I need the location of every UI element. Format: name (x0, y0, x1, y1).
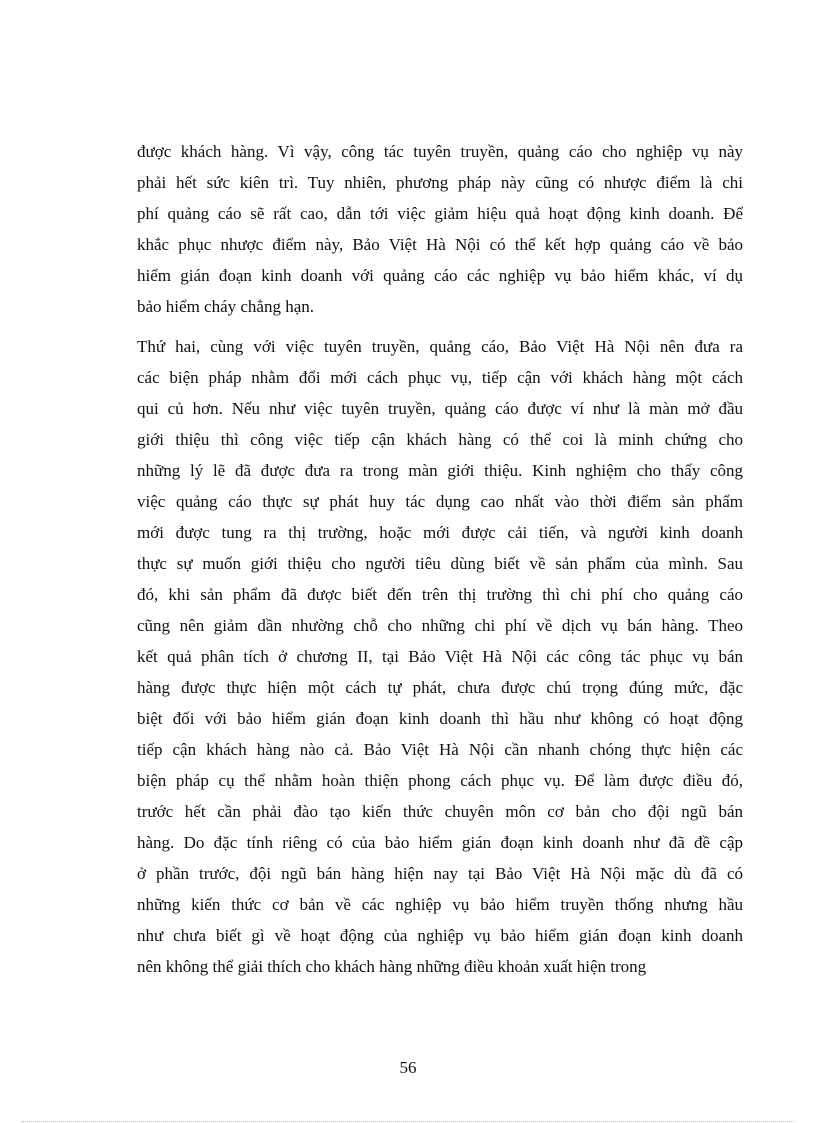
text-line: tiếp cận khách hàng nào cả. Bảo Việt Hà Nội cần nhanh chóng thực hiện các (137, 740, 743, 759)
page-number: 56 (399, 1058, 417, 1077)
text-line: phí quảng cáo sẽ rất cao, dẫn tới việc giảm hiệu quả hoạt động kinh doanh. Để (137, 204, 743, 223)
text-line: biện pháp cụ thể nhằm hoàn thiện phong cách phục vụ. Để làm được điều đó, (137, 771, 743, 790)
text-line: giới thiệu thì công việc tiếp cận khách hàng có thể coi là minh chứng cho (137, 430, 743, 449)
text-line: đó, khi sản phẩm đã được biết đến trên thị trường thì chi phí cho quảng cáo (137, 585, 743, 604)
text-line: hiểm gián đoạn kinh doanh với quảng cáo các nghiệp vụ bảo hiểm khác, ví dụ (137, 266, 743, 285)
text-line: qui củ hơn. Nếu như việc tuyên truyền, quảng cáo được ví như là màn mở đầu (137, 399, 743, 418)
text-line: Thứ hai, cùng với việc tuyên truyền, quảng cáo, Bảo Việt Hà Nội nên đưa ra (137, 337, 743, 356)
text-line: ở phần trước, đội ngũ bán hàng hiện nay tại Bảo Việt Hà Nội mặc dù đã có (137, 864, 743, 883)
text-line: hàng được thực hiện một cách tự phát, chưa được chú trọng đúng mức, đặc (137, 678, 743, 697)
text-line: phải hết sức kiên trì. Tuy nhiên, phương pháp này cũng có nhược điểm là chi (137, 173, 743, 192)
page-bottom-divider (22, 1121, 794, 1122)
text-line: các biện pháp nhằm đổi mới cách phục vụ, tiếp cận với khách hàng một cách (137, 368, 743, 387)
paragraph-2 (137, 331, 743, 982)
text-line: kết quả phân tích ở chương II, tại Bảo Việt Hà Nội các công tác phục vụ bán (137, 647, 743, 666)
paragraph-1 (137, 136, 743, 322)
text-line: thực sự muốn giới thiệu cho người tiêu dùng biết về sản phẩm của mình. Sau (137, 554, 743, 573)
text-line: việc quảng cáo thực sự phát huy tác dụng cao nhất vào thời điểm sản phẩm (137, 492, 743, 511)
text-line: biệt đối với bảo hiểm gián đoạn kinh doanh thì hầu như không có hoạt động (137, 709, 743, 728)
text-line: những lý lẽ đã được đưa ra trong màn giới thiệu. Kinh nghiệm cho thấy công (137, 461, 743, 480)
text-line: cũng nên giảm dần nhường chỗ cho những chi phí về dịch vụ bán hàng. Theo (137, 616, 743, 635)
text-line: như chưa biết gì về hoạt động của nghiệp vụ bảo hiểm gián đoạn kinh doanh (137, 926, 743, 945)
text-line: trước hết cần phải đào tạo kiến thức chuyên môn cơ bản cho đội ngũ bán (137, 802, 743, 821)
text-line: hàng. Do đặc tính riêng có của bảo hiểm gián đoạn kinh doanh như đã đề cập (137, 833, 743, 852)
body-text (137, 136, 743, 982)
text-line: những kiến thức cơ bản về các nghiệp vụ bảo hiểm truyền thống nhưng hầu (137, 895, 743, 914)
text-line: nên không thể giải thích cho khách hàng những điều khoản xuất hiện trong (137, 957, 647, 976)
text-line: được khách hàng. Vì vậy, công tác tuyên truyền, quảng cáo cho nghiệp vụ này (137, 142, 743, 161)
text-line: mới được tung ra thị trường, hoặc mới được cải tiến, và người kinh doanh (137, 523, 743, 542)
text-line: bảo hiểm cháy chẳng hạn. (137, 297, 315, 316)
paragraph-spacer (137, 322, 743, 331)
text-line: khắc phục nhược điểm này, Bảo Việt Hà Nội có thể kết hợp quảng cáo về bảo (137, 235, 743, 254)
